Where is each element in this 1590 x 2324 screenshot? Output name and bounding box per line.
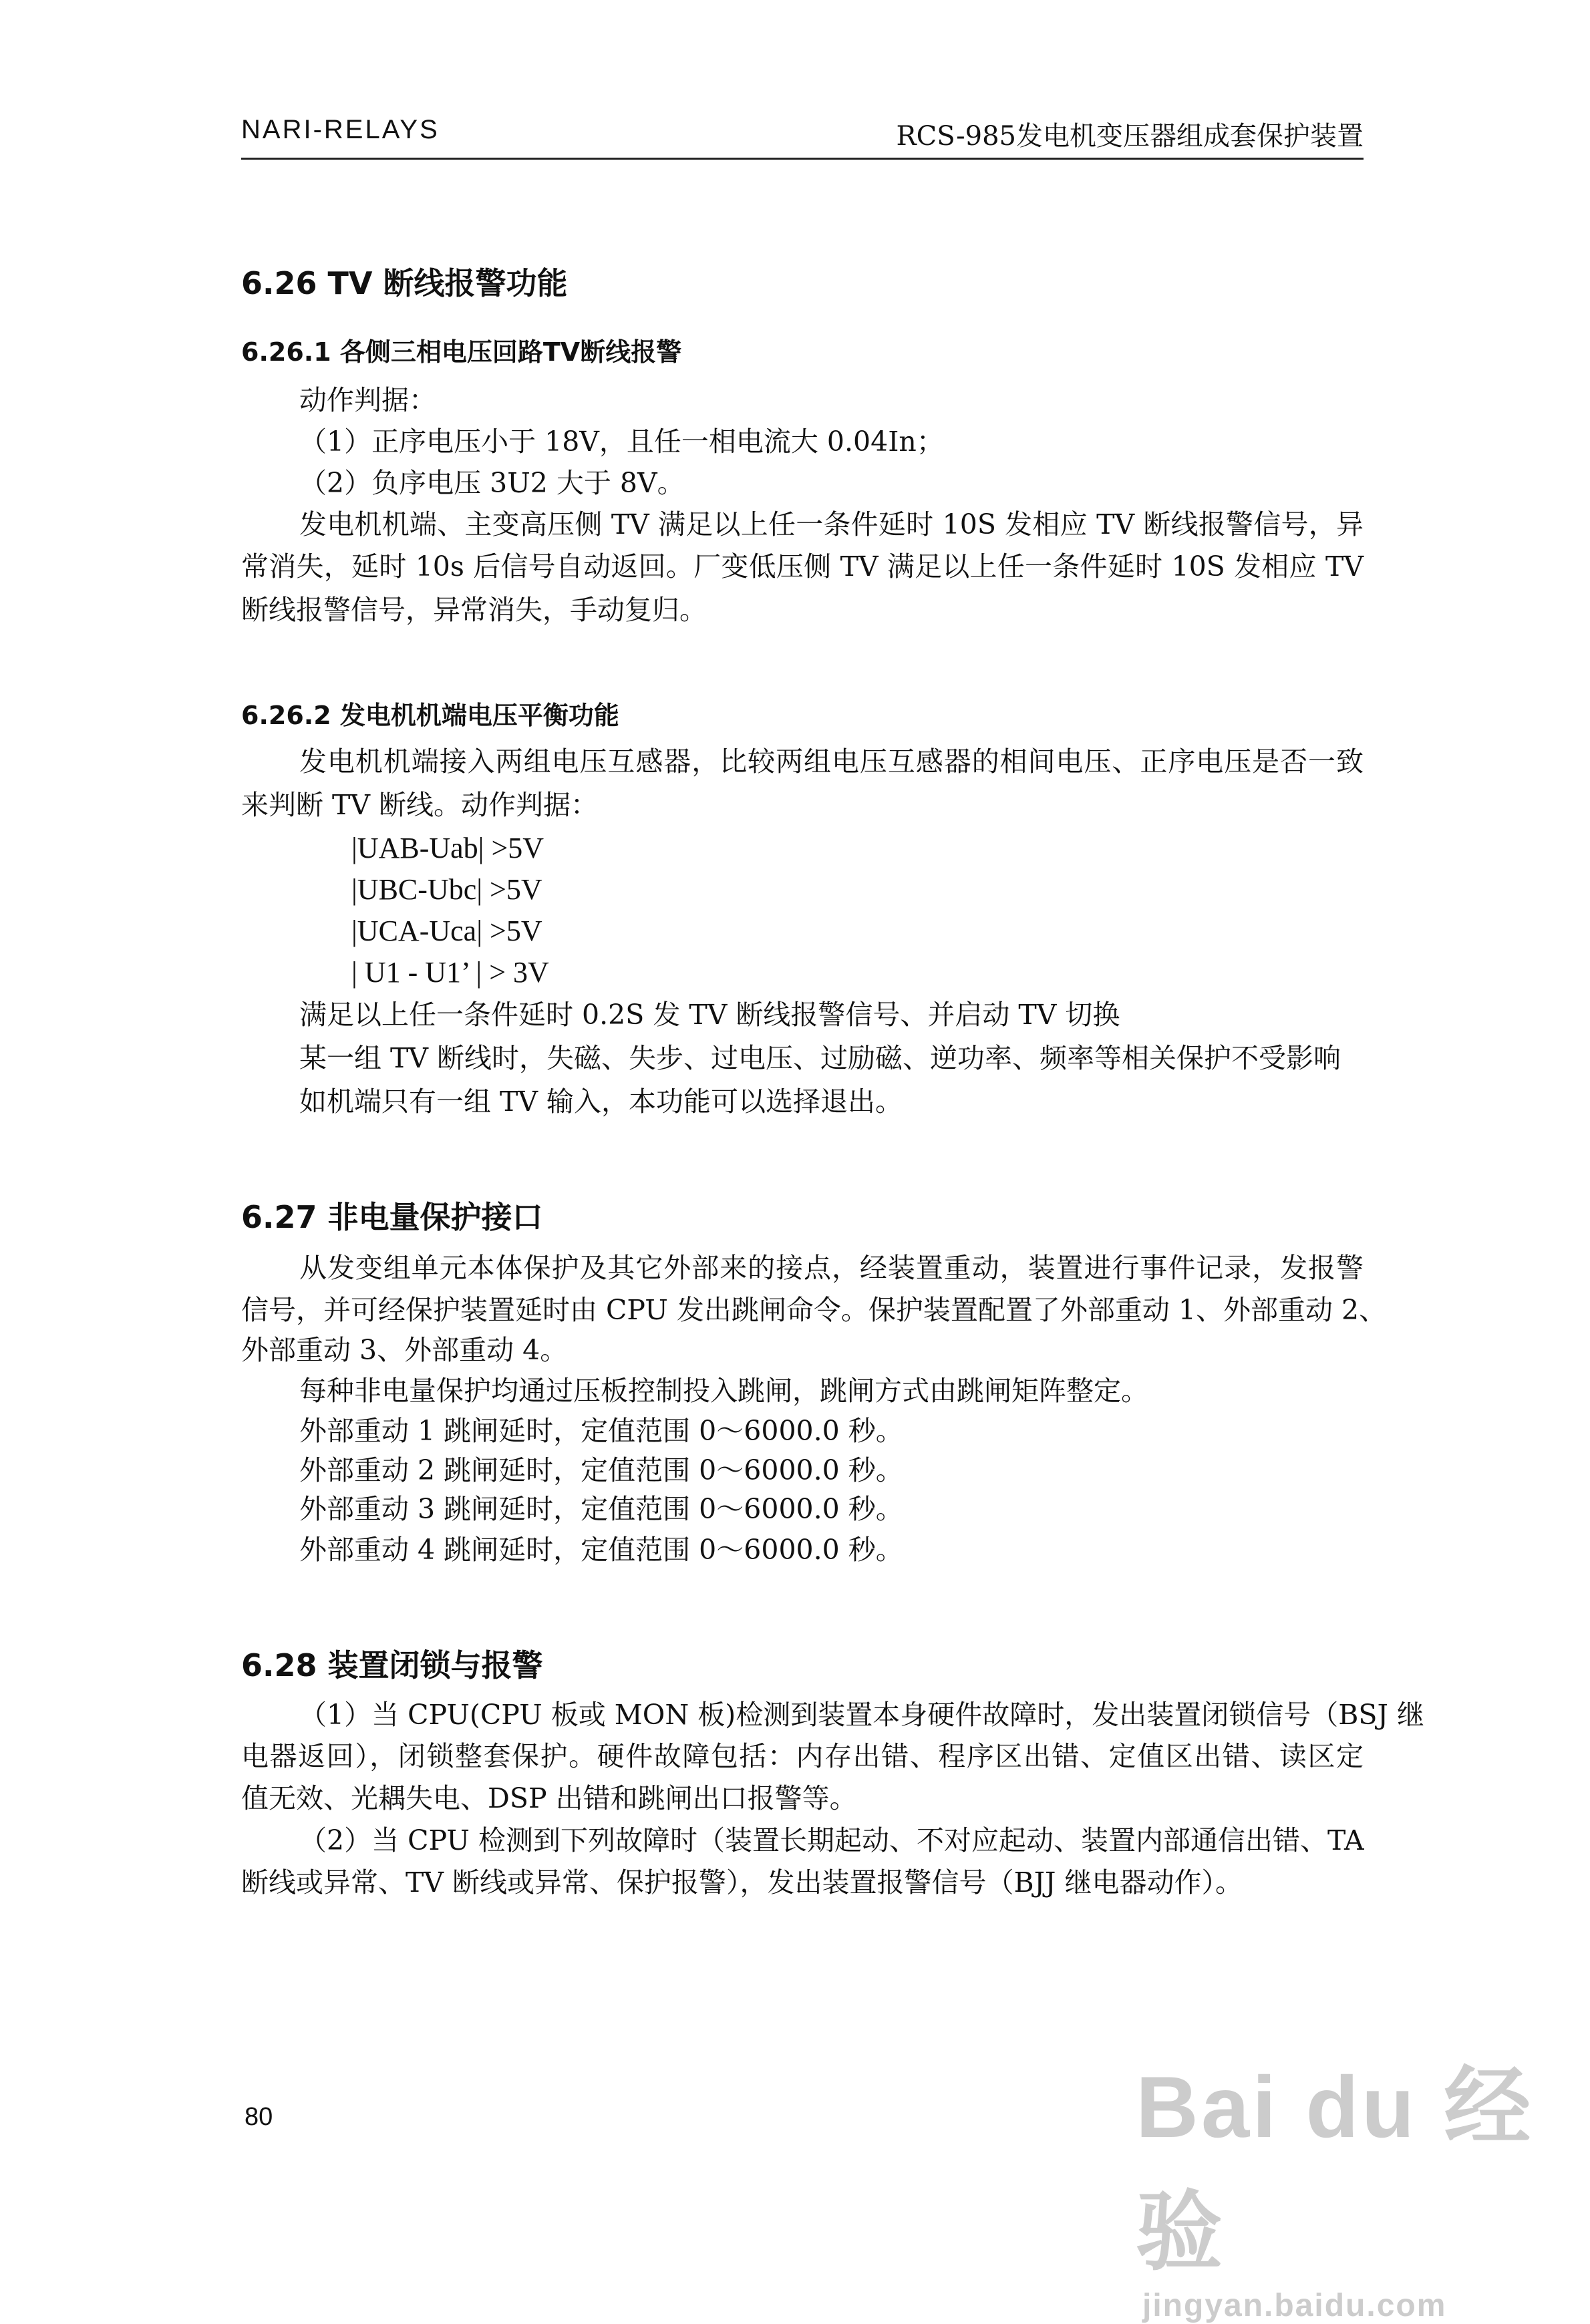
section-heading-6-28: 6.28 装置闭锁与报警 bbox=[241, 1647, 543, 1683]
subsection-heading-6-26-2: 6.26.2 发电机机端电压平衡功能 bbox=[241, 701, 619, 730]
watermark-url: jingyan.baidu.com bbox=[1142, 2288, 1447, 2323]
header-company: NARI-RELAYS bbox=[241, 115, 440, 144]
header-divider bbox=[241, 158, 1364, 160]
paragraph-line: 每种非电量保护均通过压板控制投入跳闸，跳闸方式由跳闸矩阵整定。 bbox=[299, 1375, 1148, 1407]
paragraph-line: 外部重动 1 跳闸延时，定值范围 0～6000.0 秒。 bbox=[299, 1415, 903, 1447]
paragraph-line: 从发变组单元本体保护及其它外部来的接点，经装置重动，装置进行事件记录，发报警 bbox=[299, 1252, 1364, 1284]
formula-line: |UAB-Uab| >5V bbox=[351, 832, 544, 864]
paragraph-line: 满足以上任一条件延时 0.2S 发 TV 断线报警信号、并启动 TV 切换 bbox=[299, 999, 1120, 1031]
subsection-heading-6-26-1: 6.26.1 各侧三相电压回路TV断线报警 bbox=[241, 337, 682, 367]
formula-line: |UCA-Uca| >5V bbox=[351, 915, 542, 947]
header-product-title: RCS-985发电机变压器组成套保护装置 bbox=[896, 121, 1364, 152]
paragraph-line: 断线报警信号，异常消失，手动复归。 bbox=[241, 594, 707, 626]
paragraph-line: 外部重动 3、外部重动 4。 bbox=[241, 1334, 568, 1366]
baidu-watermark bbox=[1136, 2037, 1590, 2324]
paragraph-line: 来判断 TV 断线。动作判据： bbox=[241, 789, 599, 821]
paragraph-line: （2）负序电压 3U2 大于 8V。 bbox=[299, 467, 685, 499]
paragraph-line: 某一组 TV 断线时，失磁、失步、过电压、过励磁、逆功率、频率等相关保护不受影响 bbox=[299, 1042, 1341, 1074]
paragraph-line: 外部重动 3 跳闸延时，定值范围 0～6000.0 秒。 bbox=[299, 1493, 903, 1525]
paragraph-line: 外部重动 2 跳闸延时，定值范围 0～6000.0 秒。 bbox=[299, 1454, 903, 1486]
paragraph-line: 常消失，延时 10s 后信号自动返回。厂变低压侧 TV 满足以上任一条件延时 10S 发相应 TV bbox=[241, 550, 1364, 583]
paragraph-line: 动作判据： bbox=[299, 384, 436, 416]
watermark-brand: Bai du 经验 bbox=[1136, 2058, 1534, 2281]
paragraph-line: 外部重动 4 跳闸延时，定值范围 0～6000.0 秒。 bbox=[299, 1534, 903, 1566]
paragraph-line: 发电机机端、主变高压侧 TV 满足以上任一条件延时 10S 发相应 TV 断线报警信号，异 bbox=[299, 508, 1364, 540]
paragraph-line: 信号，并可经保护装置延时由 CPU 发出跳闸命令。保护装置配置了外部重动 1、外部重动 2、 bbox=[241, 1294, 1387, 1326]
formula-line: |UBC-Ubc| >5V bbox=[351, 873, 542, 906]
paragraph-line: 断线或异常、TV 断线或异常、保护报警），发出装置报警信号（BJJ 继电器动作）。 bbox=[241, 1866, 1243, 1898]
paragraph-line: 值无效、光耦失电、DSP 出错和跳闸出口报警等。 bbox=[241, 1782, 857, 1814]
section-heading-6-27: 6.27 非电量保护接口 bbox=[241, 1199, 543, 1235]
paragraph-line: 电器返回），闭锁整套保护。硬件故障包括：内存出错、程序区出错、定值区出错、读区定 bbox=[241, 1740, 1364, 1772]
section-heading-6-26: 6.26 TV 断线报警功能 bbox=[241, 265, 568, 301]
paragraph-line: 如机端只有一组 TV 输入，本功能可以选择退出。 bbox=[299, 1086, 903, 1118]
paragraph-line: 发电机机端接入两组电压互感器，比较两组电压互感器的相间电压、正序电压是否一致 bbox=[299, 745, 1364, 778]
formula-line: | U1 - U1’ | > 3V bbox=[351, 956, 549, 989]
paragraph-line: （2）当 CPU 检测到下列故障时（装置长期起动、不对应起动、装置内部通信出错、TA bbox=[299, 1824, 1364, 1856]
paragraph-line: （1）正序电压小于 18V，且任一相电流大 0.04In； bbox=[299, 426, 944, 458]
page-number: 80 bbox=[245, 2103, 273, 2131]
paragraph-line: （1）当 CPU(CPU 板或 MON 板)检测到装置本身硬件故障时，发出装置闭锁信号（BSJ 继 bbox=[299, 1699, 1424, 1731]
